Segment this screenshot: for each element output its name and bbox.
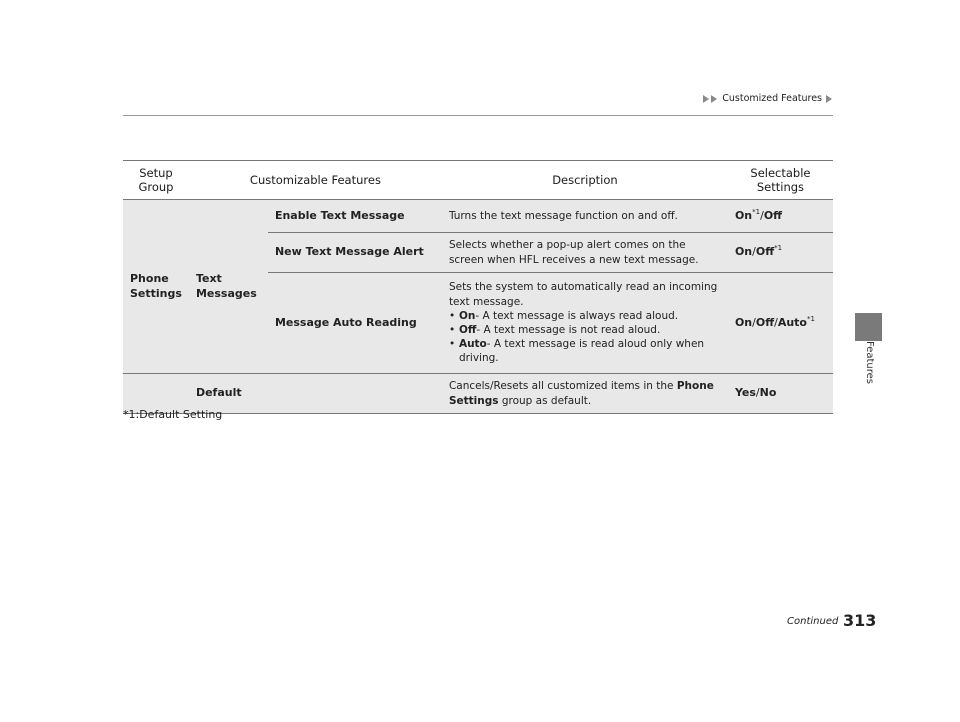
bullet-item: • On- A text message is always read aloud. — [448, 309, 679, 322]
selectable-settings — [728, 374, 833, 414]
description-text: Cancels/Resets all customized items in the — [448, 380, 677, 393]
bullet-term: On — [458, 309, 476, 322]
setting-option: Off — [755, 315, 775, 329]
bullet-text: - A text message is not read aloud. — [476, 324, 661, 336]
feature-name: New Text Message Alert — [268, 233, 442, 273]
triangle-right-icon — [826, 95, 832, 103]
setting-option: Off — [763, 208, 783, 222]
setting-option: Off — [755, 245, 775, 259]
footnote: *1:Default Setting — [123, 408, 223, 421]
setting-option: On — [734, 208, 753, 222]
selectable-settings — [728, 200, 833, 233]
bullet-term: Auto — [458, 338, 487, 351]
triangle-right-icon — [703, 95, 709, 103]
setting-separator: / — [752, 245, 756, 259]
setting-option: Yes — [734, 386, 756, 400]
header-description: Description — [442, 161, 728, 200]
footnote-ref: *1 — [774, 244, 783, 253]
table-row — [123, 200, 833, 233]
setting-option: Auto — [777, 315, 807, 329]
setting-option: On — [734, 315, 753, 329]
footnote-ref: *1 — [807, 314, 815, 323]
section-tab-label: Features — [863, 340, 875, 384]
bullet-term: Off — [458, 324, 477, 336]
bullet-item: • Auto- A text message is read aloud only when driving. — [448, 338, 705, 365]
feature-description — [442, 374, 728, 414]
triangle-right-icon — [711, 95, 717, 103]
feature-description — [442, 273, 728, 374]
header-customizable-features: Customizable Features — [189, 161, 442, 200]
bullet-text: - A text message is read aloud only when driving. — [458, 338, 705, 365]
description-text: group as default. — [498, 394, 592, 407]
feature-name: Default — [189, 374, 442, 414]
table-header-row — [123, 161, 833, 200]
feature-description: Selects whether a pop-up alert comes on the screen when HFL receives a new text message. — [442, 233, 728, 273]
header-rule — [123, 115, 833, 116]
page-number: 313 — [843, 611, 877, 630]
setting-separator: / — [752, 315, 756, 329]
customization-table — [123, 160, 833, 414]
bullet-text: - A text message is always read aloud. — [475, 309, 679, 322]
feature-description: Turns the text message function on and off. — [442, 200, 728, 233]
selectable-settings — [728, 273, 833, 374]
section-tab-label-wrap — [851, 332, 887, 392]
setting-separator: / — [760, 208, 764, 222]
table-row-default — [123, 374, 833, 414]
footnote-ref: *1 — [752, 207, 761, 216]
continued-label: Continued — [787, 616, 839, 627]
group-cell: Phone Settings — [123, 200, 189, 374]
header-setup-group: Setup Group — [123, 161, 189, 200]
setting-separator: / — [774, 315, 778, 329]
subgroup-cell: Text Messages — [189, 200, 268, 374]
description-intro: Sets the system to automatically read an incoming text message. — [448, 281, 718, 308]
bullet-item: • Off- A text message is not read aloud. — [448, 324, 661, 336]
feature-name: Message Auto Reading — [268, 273, 442, 374]
breadcrumb — [703, 93, 832, 104]
setting-option: On — [734, 245, 753, 259]
setting-option: No — [759, 386, 777, 400]
header-selectable-settings: Selectable Settings — [728, 161, 833, 200]
feature-name: Enable Text Message — [268, 200, 442, 233]
setting-separator: / — [755, 386, 760, 400]
breadcrumb-label: Customized Features — [722, 93, 822, 104]
description-emphasis: Phone Settings — [448, 380, 714, 407]
selectable-settings — [728, 233, 833, 273]
